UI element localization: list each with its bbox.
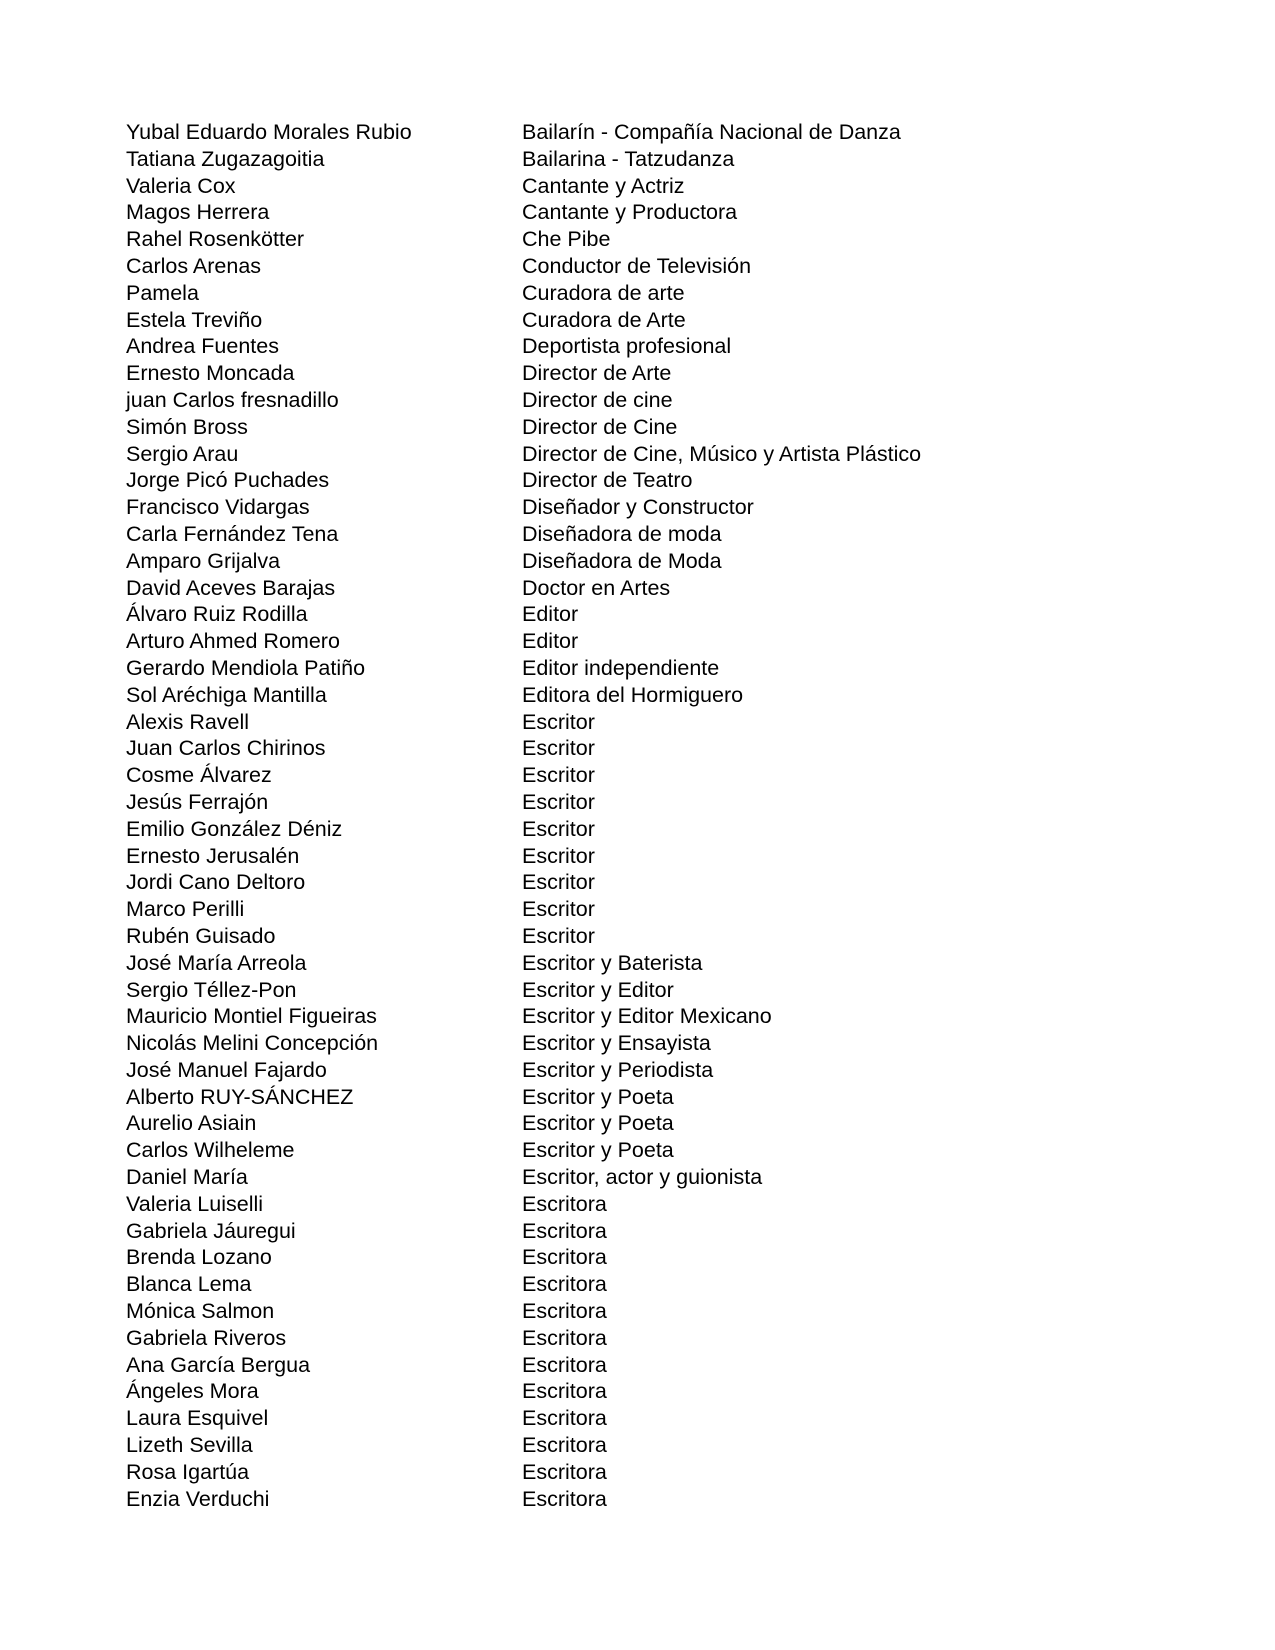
person-role: Escritora	[522, 1218, 607, 1243]
person-role: Escritor y Poeta	[522, 1111, 674, 1136]
person-role: Conductor de Televisión	[522, 253, 752, 278]
person-role: Escritor y Baterista	[522, 950, 703, 975]
person-role: Escritor	[522, 897, 595, 922]
person-role: Escritora	[522, 1299, 607, 1324]
person-name: Marco Perilli	[126, 897, 245, 922]
person-role: Doctor en Artes	[522, 575, 671, 600]
list-item	[126, 521, 1126, 548]
person-name: Mauricio Montiel Figueiras	[126, 1004, 377, 1029]
person-name: Tatiana Zugazagoitia	[126, 146, 325, 171]
person-role: Bailarina - Tatzudanza	[522, 146, 735, 171]
person-name: David Aceves Barajas	[126, 575, 336, 600]
list-item	[126, 682, 1126, 709]
person-name: Emilio González Déniz	[126, 816, 343, 841]
person-role: Editor independiente	[522, 655, 720, 680]
person-role: Escritor y Periodista	[522, 1057, 714, 1082]
list-item	[126, 414, 1126, 441]
list-item	[126, 977, 1126, 1004]
person-role: Bailarín - Compañía Nacional de Danza	[522, 120, 901, 144]
person-role: Editor	[522, 629, 579, 654]
person-name: Mónica Salmon	[126, 1299, 275, 1324]
person-name: Laura Esquivel	[126, 1406, 269, 1431]
list-item	[126, 1084, 1126, 1111]
list-item	[126, 441, 1126, 468]
person-role: Deportista profesional	[522, 334, 732, 359]
person-role: Escritora	[522, 1245, 607, 1270]
person-role: Che Pibe	[522, 227, 611, 252]
person-name: Jorge Picó Puchades	[126, 468, 330, 493]
list-item	[126, 1459, 1126, 1486]
list-item	[126, 119, 1126, 146]
list-item	[126, 789, 1126, 816]
names-roles-list	[126, 119, 1126, 1512]
person-name: Lizeth Sevilla	[126, 1433, 253, 1458]
person-name: Jordi Cano Deltoro	[126, 870, 306, 895]
person-role: Escritor	[522, 789, 595, 814]
person-name: Ana García Bergua	[126, 1352, 311, 1377]
list-item	[126, 1486, 1126, 1513]
person-role: Escritor y Ensayista	[522, 1031, 711, 1056]
person-name: Rahel Rosenkötter	[126, 227, 305, 252]
person-name: Gabriela Jáuregui	[126, 1218, 296, 1243]
person-role: Escritor	[522, 763, 595, 788]
person-name: Sergio Arau	[126, 441, 239, 466]
list-item	[126, 843, 1126, 870]
person-role: Escritor	[522, 709, 595, 734]
person-name: Amparo Grijalva	[126, 548, 281, 573]
person-role: Escritora	[522, 1272, 607, 1297]
person-role: Escritor, actor y guionista	[522, 1165, 763, 1190]
list-item	[126, 896, 1126, 923]
person-role: Escritor y Editor	[522, 977, 674, 1002]
person-name: Ernesto Jerusalén	[126, 843, 300, 868]
list-item	[126, 575, 1126, 602]
list-item	[126, 387, 1126, 414]
person-name: Valeria Luiselli	[126, 1191, 264, 1216]
list-item	[126, 1298, 1126, 1325]
person-role: Diseñador y Constructor	[522, 495, 754, 520]
list-item	[126, 1164, 1126, 1191]
person-name: Sergio Téllez-Pon	[126, 977, 297, 1002]
person-name: Daniel María	[126, 1165, 248, 1190]
person-name: Simón Bross	[126, 414, 248, 439]
person-name: Gerardo Mendiola Patiño	[126, 655, 366, 680]
person-name: Brenda Lozano	[126, 1245, 272, 1270]
list-item	[126, 762, 1126, 789]
person-name: Carlos Wilheleme	[126, 1138, 295, 1163]
person-name: Carlos Arenas	[126, 253, 262, 278]
person-role: Escritora	[522, 1352, 607, 1377]
list-item	[126, 735, 1126, 762]
list-item	[126, 923, 1126, 950]
person-name: Yubal Eduardo Morales Rubio	[126, 120, 412, 144]
person-name: Alberto RUY-SÁNCHEZ	[126, 1084, 354, 1109]
person-name: Magos Herrera	[126, 200, 270, 225]
person-role: Escritor	[522, 816, 595, 841]
person-role: Cantante y Productora	[522, 200, 738, 225]
person-name: Álvaro Ruiz Rodilla	[126, 602, 308, 627]
list-item	[126, 1325, 1126, 1352]
person-role: Escritora	[522, 1379, 607, 1404]
person-role: Diseñadora de Moda	[522, 548, 722, 573]
list-item	[126, 655, 1126, 682]
list-item	[126, 1378, 1126, 1405]
person-name: Pamela	[126, 280, 199, 305]
person-name: Ángeles Mora	[126, 1379, 259, 1404]
list-item	[126, 1003, 1126, 1030]
person-name: Andrea Fuentes	[126, 334, 279, 359]
list-item	[126, 1110, 1126, 1137]
list-item	[126, 467, 1126, 494]
list-item	[126, 950, 1126, 977]
list-item	[126, 253, 1126, 280]
person-role: Escritora	[522, 1406, 607, 1431]
person-role: Escritor	[522, 736, 595, 761]
list-item	[126, 709, 1126, 736]
person-role: Curadora de arte	[522, 280, 685, 305]
list-item	[126, 280, 1126, 307]
list-item	[126, 146, 1126, 173]
list-item	[126, 1271, 1126, 1298]
person-role: Escritora	[522, 1459, 607, 1484]
list-item	[126, 628, 1126, 655]
list-item	[126, 1405, 1126, 1432]
list-item	[126, 1030, 1126, 1057]
person-role: Escritor y Editor Mexicano	[522, 1004, 772, 1029]
person-role: Director de Teatro	[522, 468, 693, 493]
list-item	[126, 226, 1126, 253]
list-item	[126, 494, 1126, 521]
person-role: Director de Arte	[522, 361, 672, 386]
person-role: Diseñadora de moda	[522, 521, 722, 546]
list-item	[126, 816, 1126, 843]
list-item	[126, 1432, 1126, 1459]
person-role: Escritor	[522, 870, 595, 895]
person-name: Ernesto Moncada	[126, 361, 295, 386]
list-item	[126, 548, 1126, 575]
person-name: Rubén Guisado	[126, 923, 276, 948]
person-role: Escritora	[522, 1486, 607, 1511]
person-role: Escritor y Poeta	[522, 1138, 674, 1163]
person-name: Estela Treviño	[126, 307, 263, 332]
list-item	[126, 360, 1126, 387]
list-item	[126, 1191, 1126, 1218]
person-role: Escritora	[522, 1433, 607, 1458]
person-name: Blanca Lema	[126, 1272, 252, 1297]
person-role: Editora del Hormiguero	[522, 682, 744, 707]
person-role: Editor	[522, 602, 579, 627]
person-role: Escritor	[522, 923, 595, 948]
person-role: Curadora de Arte	[522, 307, 686, 332]
list-item	[126, 199, 1126, 226]
list-item	[126, 1352, 1126, 1379]
list-item	[126, 601, 1126, 628]
person-name: Francisco Vidargas	[126, 495, 310, 520]
person-name: Valeria Cox	[126, 173, 236, 198]
list-item	[126, 1137, 1126, 1164]
person-role: Escritor y Poeta	[522, 1084, 674, 1109]
person-role: Cantante y Actriz	[522, 173, 685, 198]
person-name: Arturo Ahmed Romero	[126, 629, 340, 654]
person-name: José María Arreola	[126, 950, 307, 975]
person-role: Director de Cine, Músico y Artista Plástico	[522, 441, 922, 466]
person-name: Aurelio Asiain	[126, 1111, 257, 1136]
person-name: José Manuel Fajardo	[126, 1057, 327, 1082]
list-item	[126, 173, 1126, 200]
list-item	[126, 1244, 1126, 1271]
person-name: Sol Aréchiga Mantilla	[126, 682, 327, 707]
list-item	[126, 1218, 1126, 1245]
person-name: Alexis Ravell	[126, 709, 250, 734]
person-name: Nicolás Melini Concepción	[126, 1031, 379, 1056]
person-name: Carla Fernández Tena	[126, 521, 339, 546]
person-name: Rosa Igartúa	[126, 1459, 250, 1484]
list-item	[126, 869, 1126, 896]
person-role: Director de cine	[522, 387, 673, 412]
person-name: Gabriela Riveros	[126, 1325, 287, 1350]
list-item	[126, 1057, 1126, 1084]
person-role: Escritora	[522, 1191, 607, 1216]
list-item	[126, 333, 1126, 360]
person-role: Escritor	[522, 843, 595, 868]
person-role: Escritora	[522, 1325, 607, 1350]
list-item	[126, 307, 1126, 334]
person-name: Enzia Verduchi	[126, 1486, 270, 1511]
person-name: juan Carlos fresnadillo	[126, 387, 339, 412]
person-name: Juan Carlos Chirinos	[126, 736, 326, 761]
person-name: Jesús Ferrajón	[126, 789, 269, 814]
person-role: Director de Cine	[522, 414, 678, 439]
person-name: Cosme Álvarez	[126, 763, 272, 788]
